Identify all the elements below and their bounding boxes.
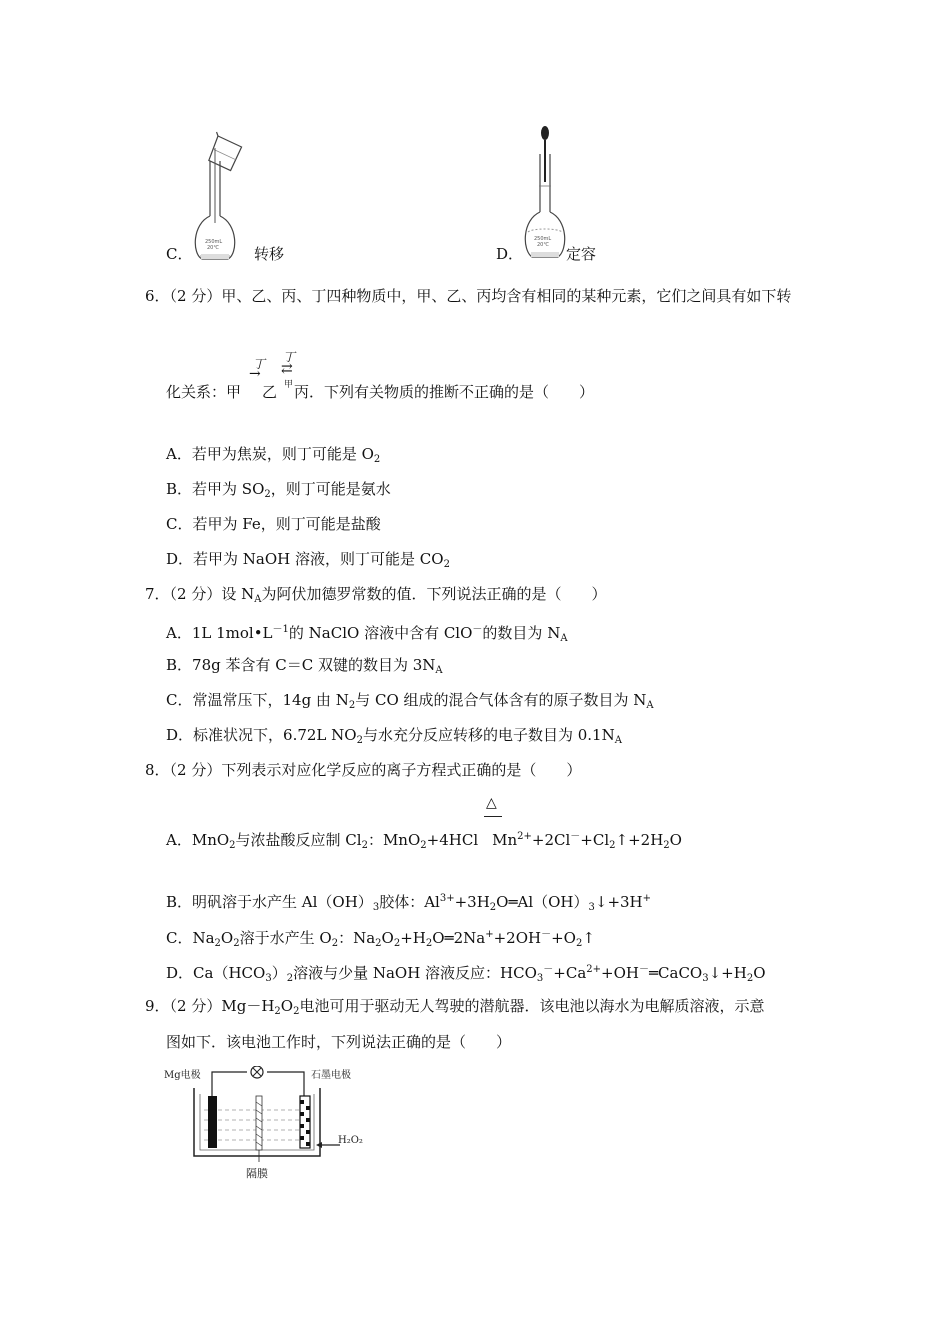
battery-schematic bbox=[164, 1066, 374, 1184]
q6-stem-suffix: 丙．下列有关物质的推断不正确的是（ ） bbox=[294, 383, 595, 401]
superscript: 2+ bbox=[586, 964, 602, 975]
text: +O bbox=[551, 929, 576, 947]
text: O bbox=[381, 929, 394, 947]
subscript: 2 bbox=[575, 938, 583, 949]
mg-h2o2-battery-diagram bbox=[164, 1066, 374, 1184]
text: +OH bbox=[601, 964, 639, 982]
inlet-arrow-icon bbox=[316, 1142, 322, 1148]
q8-option-a[interactable] bbox=[166, 827, 682, 856]
text: O bbox=[669, 831, 682, 849]
subscript: 2 bbox=[214, 938, 221, 949]
text: +4HCl bbox=[426, 831, 479, 849]
graphite-electrode-label: 石墨电极 bbox=[311, 1070, 351, 1081]
text: O bbox=[280, 997, 294, 1015]
q6-option-d[interactable] bbox=[166, 549, 450, 575]
subscript: 2 bbox=[274, 1006, 281, 1017]
superscript: － bbox=[543, 964, 554, 975]
flask-temp-text: 20℃ bbox=[537, 242, 549, 248]
text: 的 NaClO 溶液中含有 ClO bbox=[288, 624, 473, 642]
text: 与水充分反应转移的电子数目为 0.1N bbox=[362, 726, 615, 744]
text: 与浓盐酸反应制 Cl bbox=[235, 831, 362, 849]
subscript: 2 bbox=[233, 938, 240, 949]
q7-option-c[interactable] bbox=[166, 690, 654, 716]
heat-triangle-icon: △ bbox=[486, 795, 497, 811]
q6-option-b[interactable] bbox=[166, 479, 391, 505]
q7-stem-text: 7．（2 分）设 N bbox=[145, 585, 255, 603]
subscript: 3 bbox=[588, 902, 595, 913]
text: 与 CO 组成的混合气体含有的原子数目为 N bbox=[355, 691, 647, 709]
text: B．明矾溶于水产生 Al（OH） bbox=[166, 893, 373, 911]
text: C．Na bbox=[166, 929, 215, 947]
subscript: 3 bbox=[702, 973, 709, 984]
text: Mn bbox=[492, 831, 518, 849]
superscript: + bbox=[642, 893, 652, 904]
q6-stem-line1: 6．（2 分）甲、乙、丙、丁四种物质中，甲、乙、丙均含有相同的某种元素，它们之间具有如下转 bbox=[145, 287, 792, 305]
subscript: 2 bbox=[420, 840, 427, 851]
q6-option-a-text: A．若甲为焦炭，则丁可能是 O bbox=[166, 445, 374, 463]
text: A．MnO bbox=[166, 831, 230, 849]
q6-arrow2-reagent: 丁 bbox=[283, 350, 296, 364]
text: 溶液与少量 NaOH 溶液反应：HCO bbox=[293, 964, 537, 982]
text: 电池可用于驱动无人驾驶的潜航器．该电池以海水为电解质溶液，示意 bbox=[299, 997, 765, 1015]
q7-option-b[interactable] bbox=[166, 655, 443, 681]
text: 胶体：Al bbox=[379, 893, 440, 911]
text: 9．（2 分）Mg－H bbox=[145, 997, 275, 1015]
subscript: 2 bbox=[393, 938, 401, 949]
q6-option-b-text: B．若甲为 SO bbox=[166, 480, 265, 498]
subscript: 2 bbox=[425, 938, 433, 949]
flask-transfer-figure bbox=[188, 128, 260, 263]
equilibrium-arrow-icon: ⇄ bbox=[281, 361, 293, 377]
text: ） bbox=[271, 964, 287, 982]
subscript: 2 bbox=[375, 938, 382, 949]
subscript: A bbox=[254, 594, 262, 605]
text: 的数目为 N bbox=[482, 624, 561, 642]
text: ：MnO bbox=[367, 831, 421, 849]
text: ：Na bbox=[338, 929, 376, 947]
q6-option-a[interactable] bbox=[166, 444, 380, 470]
superscript: － bbox=[541, 929, 552, 940]
heat-condition-bar bbox=[484, 816, 502, 817]
subscript: A bbox=[435, 665, 443, 676]
q6-option-b-text-2: ，则丁可能是氨水 bbox=[270, 480, 391, 498]
subscript: 2 bbox=[229, 840, 236, 851]
superscript: 3+ bbox=[439, 893, 455, 904]
subscript: 3 bbox=[536, 973, 544, 984]
q6-option-c[interactable]: C．若甲为 Fe，则丁可能是盐酸 bbox=[166, 515, 381, 533]
q6-arrow1-reagent: 丁 bbox=[253, 357, 266, 371]
q6-middle-species: 乙 bbox=[262, 383, 278, 401]
text: B．78g 苯含有 C＝C 双键的数目为 3N bbox=[166, 656, 436, 674]
text: C．常温常压下，14g 由 N bbox=[166, 691, 349, 709]
text: ═CaCO bbox=[649, 964, 703, 982]
mg-electrode-label: Mg电极 bbox=[164, 1070, 201, 1081]
subscript: 2 bbox=[373, 454, 381, 465]
option-d-label: D． bbox=[496, 245, 524, 263]
superscript: + bbox=[485, 929, 494, 940]
subscript: 2 bbox=[348, 700, 356, 711]
flask-volume-text: 250mL bbox=[205, 239, 223, 245]
text: O bbox=[220, 929, 234, 947]
subscript: 2 bbox=[746, 973, 754, 984]
text: O bbox=[753, 964, 766, 982]
subscript: 2 bbox=[609, 840, 616, 851]
text: A．1L 1mol•L bbox=[166, 624, 273, 642]
subscript: A bbox=[646, 700, 654, 711]
text: D．标准状况下，6.72L NO bbox=[166, 726, 357, 744]
q8-option-d[interactable] bbox=[166, 960, 766, 989]
superscript: － bbox=[639, 964, 649, 975]
subscript: 3 bbox=[265, 973, 272, 984]
superscript: － bbox=[472, 624, 483, 635]
mg-electrode bbox=[208, 1096, 217, 1148]
option-c-label: C． bbox=[166, 245, 193, 263]
flask-temp-text: 20℃ bbox=[207, 245, 219, 251]
q6-stem-prefix: 化关系：甲 bbox=[166, 383, 242, 401]
subscript: 2 bbox=[663, 840, 670, 851]
volumetric-flask-with-dropper-icon bbox=[520, 124, 570, 264]
membrane-label: 隔膜 bbox=[246, 1167, 268, 1180]
volumetric-flask-with-beaker-icon bbox=[188, 128, 260, 263]
option-d-caption: 定容 bbox=[566, 245, 597, 263]
option-c-caption: 转移 bbox=[254, 245, 285, 263]
q9-stem-line1 bbox=[145, 996, 764, 1022]
q6-arrow2-back-reagent: 甲 bbox=[284, 380, 294, 390]
subscript: 2 bbox=[443, 559, 450, 570]
subscript: 2 bbox=[356, 735, 363, 746]
q6-option-d-text: D．若甲为 NaOH 溶液，则丁可能是 CO bbox=[166, 550, 444, 568]
text: +3H bbox=[454, 893, 490, 911]
text: +Cl bbox=[580, 831, 610, 849]
subscript: 2 bbox=[489, 902, 497, 913]
text: +2OH bbox=[493, 929, 542, 947]
superscript: 2+ bbox=[517, 831, 532, 842]
q8-stem: 8．（2 分）下列表示对应化学反应的离子方程式正确的是（ ） bbox=[145, 761, 582, 779]
q7-stem-text-2: 为阿伏加德罗常数的值．下列说法正确的是（ ） bbox=[261, 585, 607, 603]
h2o2-inlet-label: H₂O₂ bbox=[338, 1135, 363, 1146]
subscript: 2 bbox=[361, 840, 368, 851]
superscript: －1 bbox=[272, 624, 289, 635]
q8-option-b[interactable] bbox=[166, 889, 651, 918]
text: +Ca bbox=[553, 964, 587, 982]
text: ↑+2H bbox=[615, 831, 664, 849]
q7-option-a[interactable] bbox=[166, 620, 568, 649]
text: D．Ca（HCO bbox=[166, 964, 266, 982]
subscript: A bbox=[560, 633, 568, 644]
text: ↑ bbox=[582, 929, 595, 947]
subscript: A bbox=[614, 735, 622, 746]
q8-option-c[interactable] bbox=[166, 925, 595, 954]
flask-fill-figure bbox=[520, 124, 570, 264]
right-arrow-icon: → bbox=[249, 366, 261, 382]
subscript: 2 bbox=[331, 938, 339, 949]
subscript: 2 bbox=[264, 489, 271, 500]
text: O═Al（OH） bbox=[496, 893, 589, 911]
subscript: 2 bbox=[293, 1006, 300, 1017]
text: O═2Na bbox=[432, 929, 486, 947]
flask-volume-text: 250mL bbox=[534, 236, 552, 242]
text: +2Cl bbox=[531, 831, 571, 849]
superscript: － bbox=[570, 831, 581, 842]
q7-option-d[interactable] bbox=[166, 725, 622, 751]
q9-stem-line2: 图如下．该电池工作时，下列说法正确的是（ ） bbox=[166, 1033, 512, 1051]
subscript: 3 bbox=[372, 902, 380, 913]
text: 溶于水产生 O bbox=[239, 929, 332, 947]
text: ↓+H bbox=[708, 964, 747, 982]
q7-stem bbox=[145, 584, 607, 610]
subscript: 2 bbox=[286, 973, 294, 984]
text: +H bbox=[400, 929, 426, 947]
text: ↓+3H bbox=[594, 893, 643, 911]
